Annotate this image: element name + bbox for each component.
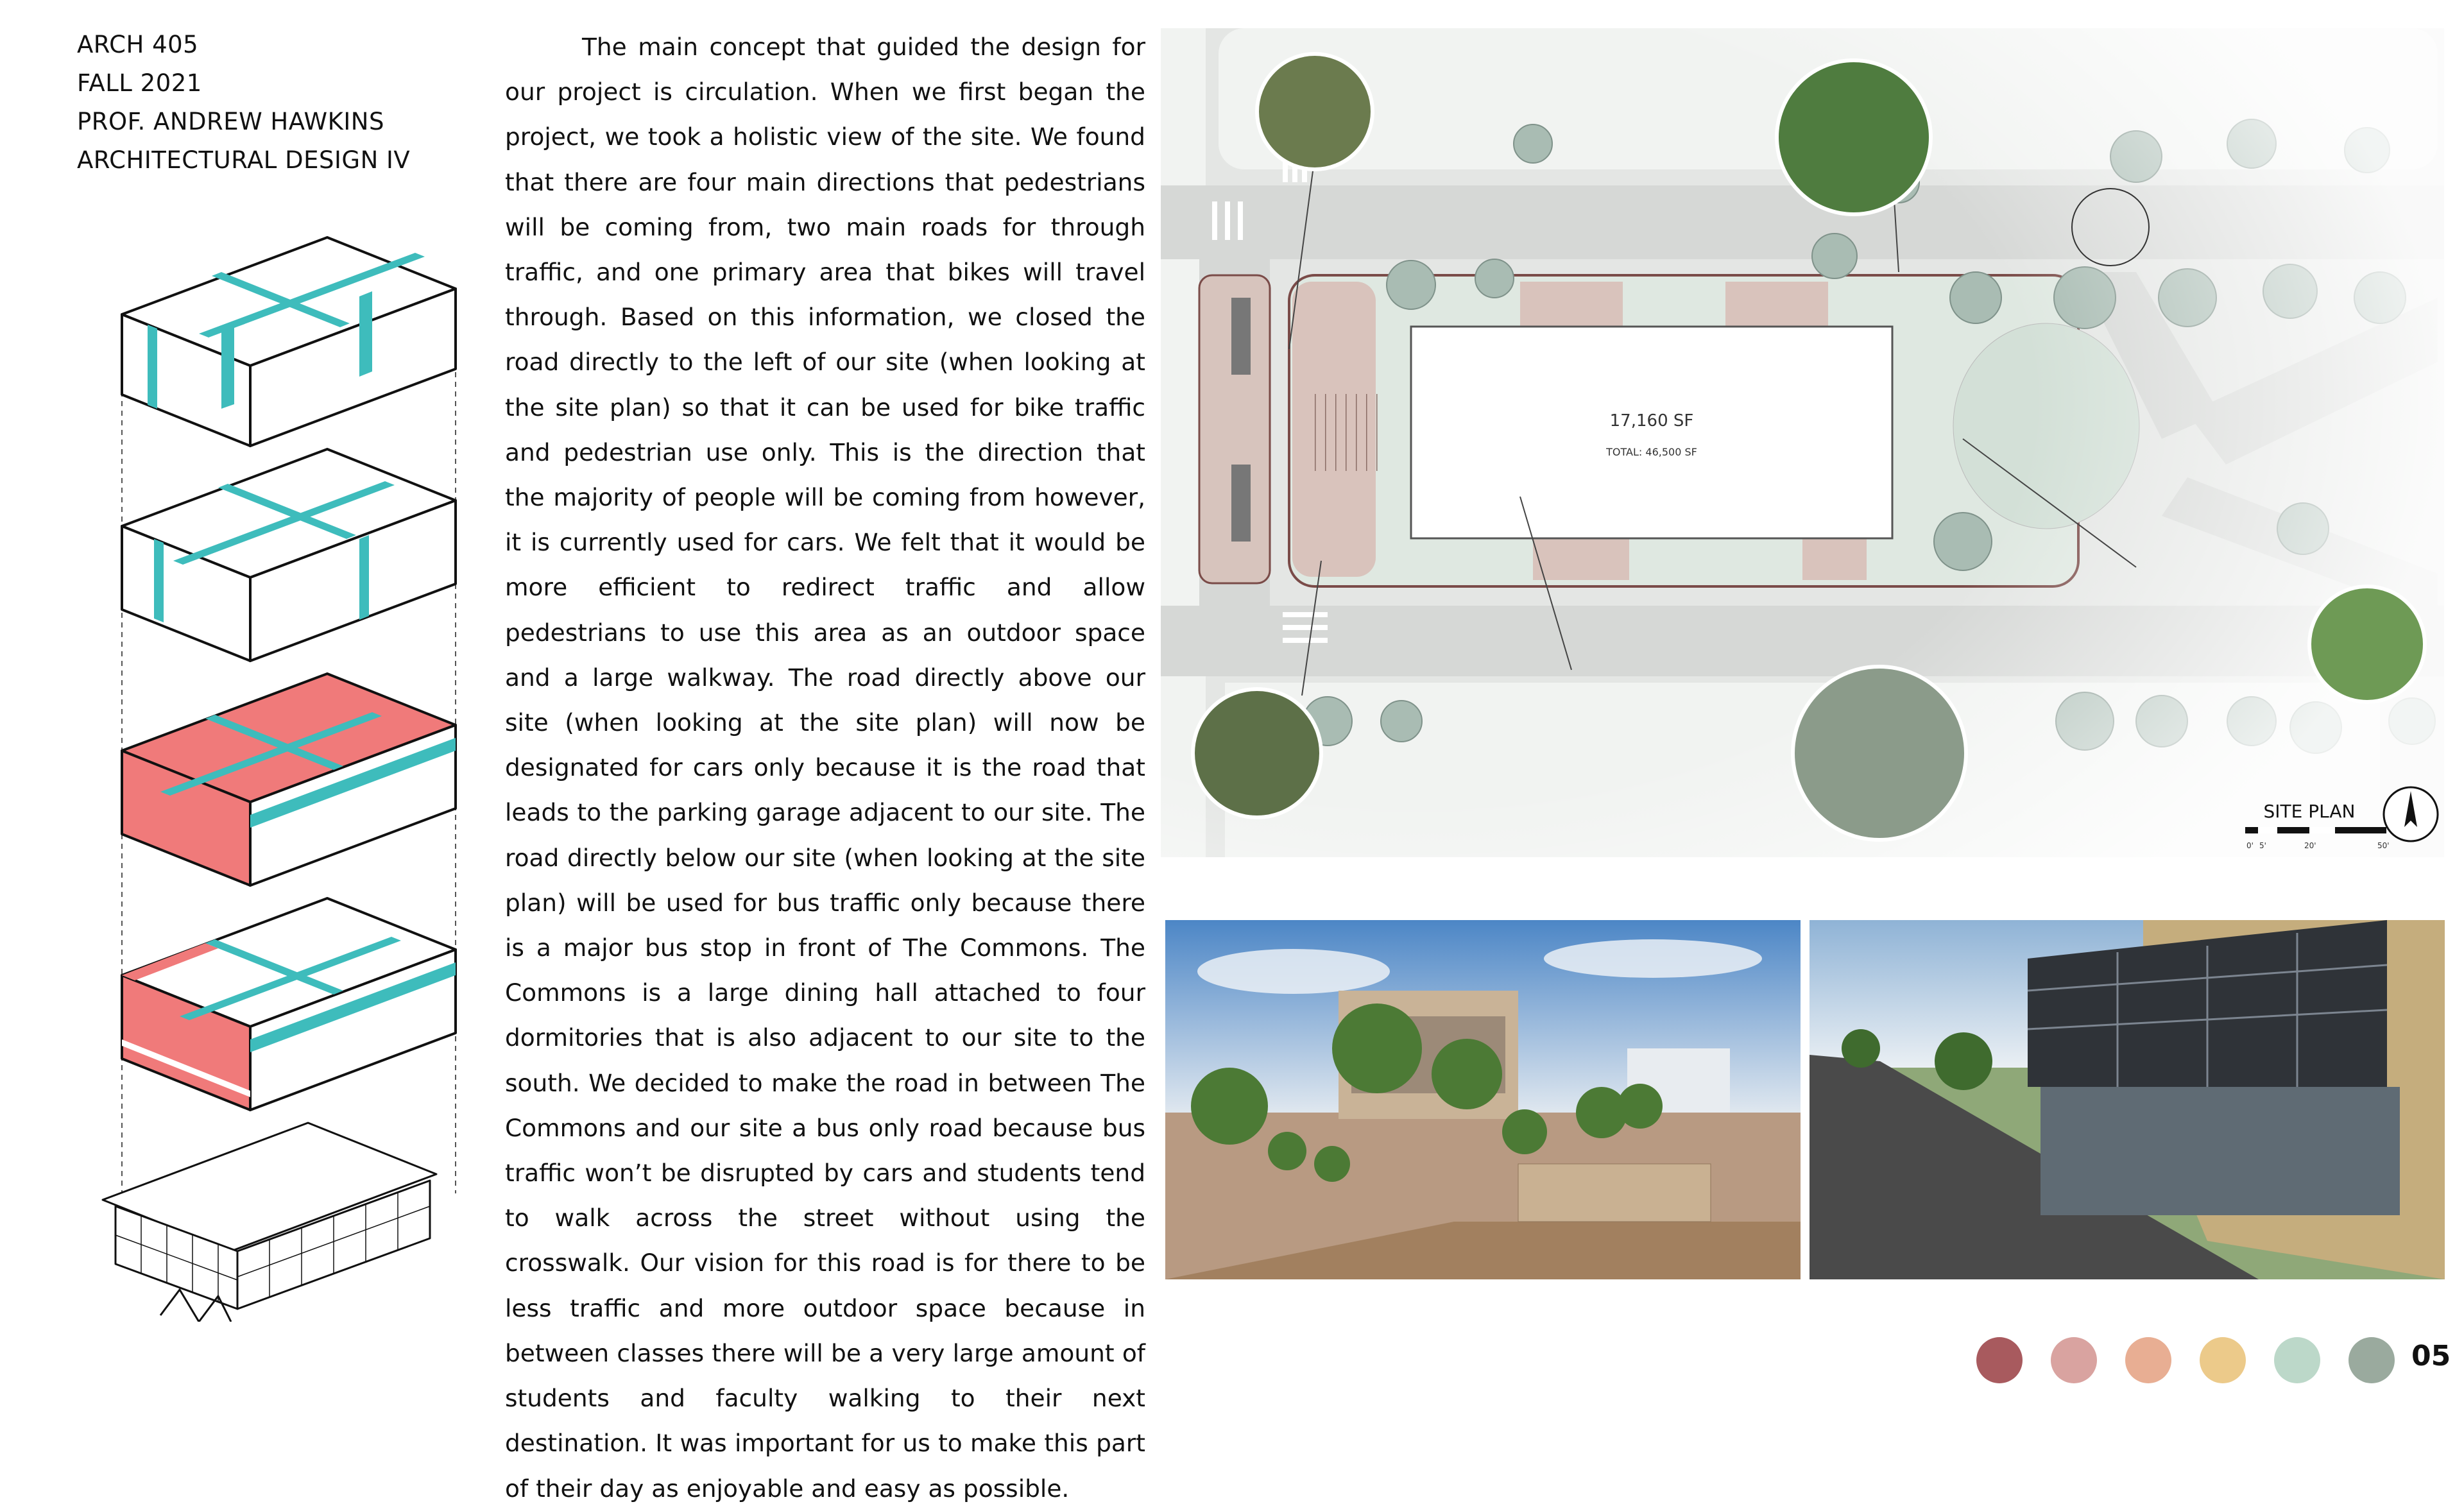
site-plan-title: SITE PLAN xyxy=(2263,801,2356,822)
palette-swatch xyxy=(1976,1337,2023,1383)
massing-box-2 xyxy=(122,449,456,661)
course-header xyxy=(77,26,410,180)
concept-text-block xyxy=(505,24,1145,1511)
site-plan xyxy=(1161,28,2444,857)
palette-swatch xyxy=(2200,1337,2246,1383)
rendering-plaza xyxy=(1165,920,1801,1279)
massing-diagram xyxy=(77,231,475,1322)
palette-swatch xyxy=(2274,1337,2320,1383)
massing-box-1 xyxy=(122,237,456,446)
scale-tick-5: 5' xyxy=(2259,841,2266,850)
scale-tick-50: 50' xyxy=(2377,841,2390,850)
massing-box-4 xyxy=(122,898,456,1110)
building-axonometric xyxy=(103,1123,436,1322)
rendering-street xyxy=(1810,920,2445,1279)
palette-swatch xyxy=(2051,1337,2097,1383)
concept-paragraph: The main concept that guided the design for our project is circulation. When we first began the project, we took a holistic view of the site. We found that there are four main directions that pedestrians will be coming from, two main roads for through traffic, and one primary area that bikes will travel through. Based on this information, we closed the road directly to the left of our site (when looking at the site plan) so that it can be used for bike traffic and pedestrian use only. This is the direction that the majority of people will be coming from however, it is currently used for cars. We felt that it would be more efficient to redirect traffic and allow pedestrians to use this area as an outdoor space and a large walkway. The road directly above our site (when looking at the site plan) will now be designated for cars only because it is the road that leads to the parking garage adjacent to our site. The road directly below our site (when looking at the site plan) will be used for bus traffic only because there is a major bus stop in front of The Commons. The Commons is a large dining hall attached to four dormitories that is also adjacent to our site to the south. We decided to make the road in between The Commons and our site a bus only road because bus traffic won’t be disrupted by cars and students tend to walk across the street without using the crosswalk. Our vision for this road is for there to be less traffic and more outdoor space because in between classes there will be a very large amount of students and faculty walking to their next destination. It was important for us to make this part of their day as enjoyable and easy as possible. xyxy=(505,33,1145,1503)
course-code: ARCH 405 xyxy=(77,31,199,58)
site-plan-drawing xyxy=(1161,28,2444,857)
north-arrow-icon xyxy=(2384,787,2438,841)
palette-swatch xyxy=(2125,1337,2171,1383)
page-number: 05 xyxy=(2411,1340,2451,1372)
scale-tick-20: 20' xyxy=(2304,841,2316,850)
course-term: FALL 2021 xyxy=(77,69,202,97)
palette-swatch xyxy=(2348,1337,2395,1383)
scale-tick-0: 0' xyxy=(2246,841,2254,850)
course-professor: PROF. ANDREW HAWKINS xyxy=(77,108,384,135)
massing-box-3 xyxy=(122,674,456,885)
course-studio: ARCHITECTURAL DESIGN IV xyxy=(77,146,411,174)
